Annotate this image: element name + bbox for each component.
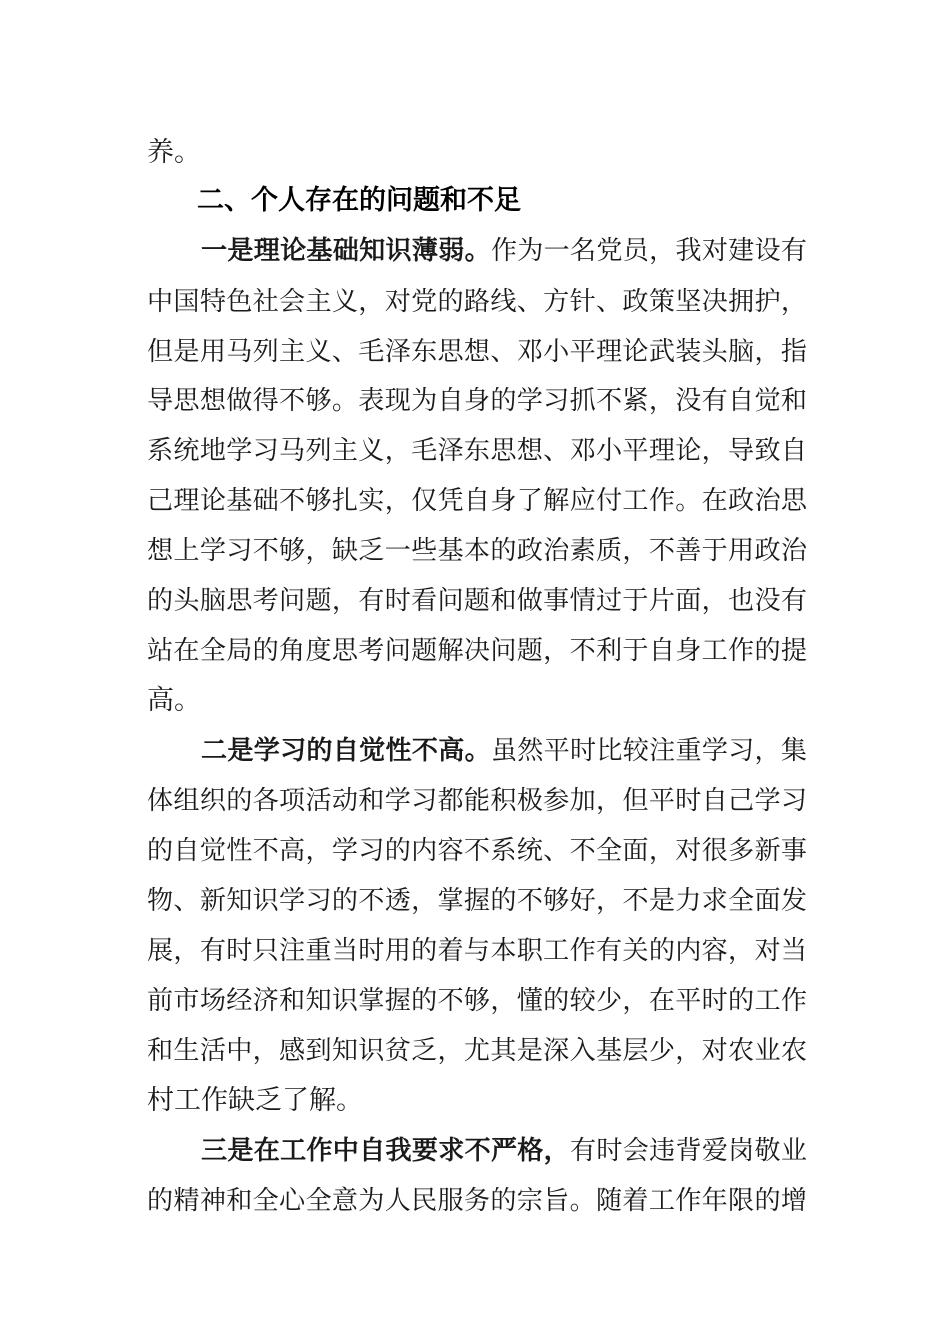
paragraph-2-lead: 二是学习的自觉性不高。 bbox=[201, 736, 491, 766]
paragraph-2-line-1 bbox=[201, 736, 807, 766]
section-heading: 二、个人存在的问题和不足 bbox=[197, 185, 521, 216]
paragraph-2-line-5: 展，有时只注重当时用的着与本职工作有关的内容，对当 bbox=[147, 936, 807, 966]
paragraph-1-line-5: 系统地学习马列主义，毛泽东思想、邓小平理论，导致自 bbox=[147, 436, 807, 466]
paragraph-3-line-1 bbox=[201, 1136, 807, 1166]
paragraph-1-line-4: 导思想做得不够。表现为自身的学习抓不紧，没有自觉和 bbox=[147, 386, 807, 416]
paragraph-3-line-1-text: 有时会违背爱岗敬业 bbox=[570, 1136, 807, 1166]
paragraph-2-line-3: 的自觉性不高，学习的内容不系统、不全面，对很多新事 bbox=[147, 836, 807, 866]
paragraph-2-line-4: 物、新知识学习的不透，掌握的不够好，不是力求全面发 bbox=[147, 886, 807, 916]
paragraph-2-line-2: 体组织的各项活动和学习都能积极参加，但平时自己学习 bbox=[147, 786, 807, 816]
paragraph-2-line-8: 村工作缺乏了解。 bbox=[147, 1085, 363, 1116]
paragraph-1-line-8: 的头脑思考问题，有时看问题和做事情过于片面，也没有 bbox=[147, 586, 807, 616]
intro-tail-text: 养。 bbox=[147, 137, 201, 168]
paragraph-1-line-6: 己理论基础不够扎实，仅凭自身了解应付工作。在政治思 bbox=[147, 486, 807, 516]
paragraph-3-line-2: 的精神和全心全意为人民服务的宗旨。随着工作年限的增 bbox=[147, 1186, 807, 1216]
paragraph-2-line-1-text: 虽然平时比较注重学习，集 bbox=[490, 736, 807, 766]
paragraph-2-line-6: 前市场经济和知识掌握的不够，懂的较少，在平时的工作 bbox=[147, 986, 807, 1016]
paragraph-1-line-1-text: 作为一名党员，我对建设有 bbox=[490, 236, 807, 266]
paragraph-1-line-7: 想上学习不够，缺乏一些基本的政治素质，不善于用政治 bbox=[147, 536, 807, 566]
paragraph-1-line-10: 高。 bbox=[147, 685, 201, 716]
paragraph-1-line-2: 中国特色社会主义，对党的路线、方针、政策坚决拥护， bbox=[147, 287, 807, 317]
paragraph-1-line-1 bbox=[201, 236, 807, 266]
intro-tail-line bbox=[147, 138, 807, 168]
paragraph-1-lead: 一是理论基础知识薄弱。 bbox=[201, 236, 491, 266]
paragraph-3-lead: 三是在工作中自我要求不严格， bbox=[201, 1136, 571, 1166]
paragraph-1-line-9: 站在全局的角度思考问题解决问题，不利于自身工作的提 bbox=[147, 636, 807, 666]
paragraph-1-line-3: 但是用马列主义、毛泽东思想、邓小平理论武装头脑，指 bbox=[147, 337, 807, 367]
paragraph-2-line-7: 和生活中，感到知识贫乏，尤其是深入基层少，对农业农 bbox=[147, 1036, 807, 1066]
